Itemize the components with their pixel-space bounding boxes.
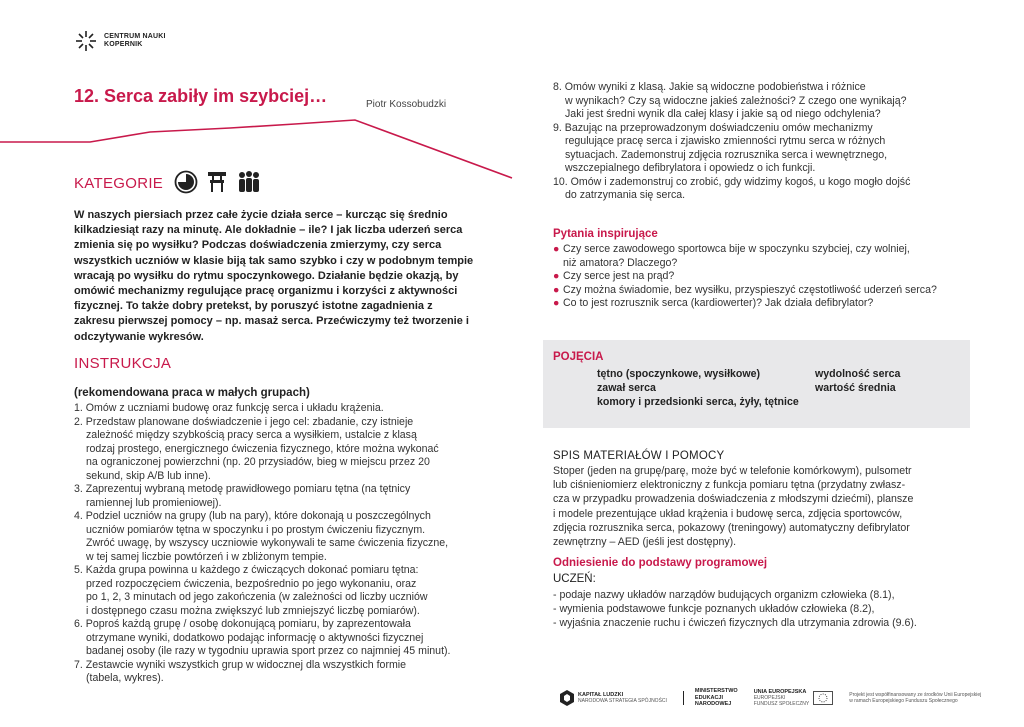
pytania-list bbox=[553, 243, 973, 311]
step-line: w wynikach? Czy są widoczne jakieś zależności? Z czego one wynikają? bbox=[565, 94, 907, 107]
step-line: otrzymane wyniki, dodatkowo podając informację o aktywności fizycznej bbox=[86, 631, 424, 644]
clock-pie-icon bbox=[174, 170, 198, 194]
cnk-logo-icon bbox=[74, 30, 98, 52]
instrukcja-subheading: (rekomendowana praca w małych grupach) bbox=[74, 387, 310, 399]
spis-line: Stoper (jeden na grupę/parę, może być w telefonie komórkowym), pulsometr bbox=[553, 465, 912, 477]
projekt-line: w ramach Europejskiego Funduszu Społecznego bbox=[849, 697, 958, 704]
list-item: - podaje nazwy układów narządów budujących organizm człowieka (8.1), bbox=[553, 589, 895, 601]
spis-line: lub ciśnieniomierz elektroniczny z funkcja pomiaru tętna (przydatny zwłasz- bbox=[553, 479, 906, 492]
min-line: EDUKACJI bbox=[694, 694, 724, 701]
logo bbox=[74, 30, 166, 52]
min-line: NARODOWEJ bbox=[694, 701, 732, 707]
bullet-icon: ● bbox=[553, 270, 560, 282]
step-line: badanej osoby (ile razy w tygodniu uprawia sport przez co najmniej 45 minut). bbox=[86, 645, 451, 657]
step-line: 2. Przedstaw planowane doświadczenie i jego cel: zbadanie, czy istnieje bbox=[74, 415, 414, 428]
ue-logo bbox=[754, 689, 834, 708]
group-people-icon bbox=[236, 170, 262, 194]
spis-line: cza w przypadku prowadzenia doświadczenia z młodszymi dziećmi), plansze bbox=[553, 493, 914, 506]
list-item: ● Czy serce jest na prąd? bbox=[553, 270, 675, 282]
logo-line1: CENTRUM NAUKI bbox=[104, 33, 166, 40]
kapital-ludzki-icon bbox=[560, 690, 574, 706]
pojecia-col2 bbox=[815, 367, 900, 395]
step-line: 10. Omów i zademonstruj co zrobić, gdy widzimy kogoś, u kogo mogło dojść bbox=[553, 175, 911, 188]
step-line: wszczepialnego defibrylatora i opowiedz o ich funkcji. bbox=[565, 162, 816, 174]
ministerstwo-logo bbox=[683, 688, 738, 708]
bullet-icon: ● bbox=[553, 283, 560, 296]
ue-line: UNIA EUROPEJSKA bbox=[753, 688, 807, 695]
step-line: 7. Zestawcie wyniki wszystkich grup w widocznej dla wszystkich formie bbox=[74, 658, 407, 671]
min-line: MINISTERSTWO bbox=[694, 688, 738, 694]
step-line: 1. Omów z uczniami budowę oraz funkcję serca i układu krążenia. bbox=[74, 402, 384, 414]
uczen-label: UCZEŃ: bbox=[553, 573, 596, 585]
list-item: - wyjaśnia znaczenie ruchu i ćwiczeń fizycznych dla utrzymania zdrowia (9.6). bbox=[553, 617, 917, 630]
term: wydolność serca bbox=[815, 368, 901, 380]
pojecia-col1 bbox=[597, 367, 799, 409]
projekt-note bbox=[849, 692, 981, 704]
term: komory i przedsionki serca, żyły, tętnice bbox=[597, 396, 799, 408]
intro-text: W naszych piersiach przez całe życie działa serce – kurcząc się średnio kilkadziesiąt razy na minutę. Ale dokładnie – ile? I jak liczba uderzeń serca zmienia się po wysiłku? Podczas doświadczenia zmierzymy, czy serca wszystkich uczniów w klasie biją tak samo szybko i czy w podobnym tempie wracają po wysiłku do rytmu spoczynkowego. Działanie będzie okazją, by omówić mechanizmy regulujące pracę organizmu i korzyści z aktywności fizycznej. To także dobry pretekst, by poruszyć istotne zagadnienia z zakresu pierwszej pomocy – np. masaż serca. Przećwiczymy też tworzenie i odczytywanie wykresów. bbox=[74, 209, 474, 343]
instrukcja-steps-continued bbox=[553, 81, 973, 203]
bullet-icon: ● bbox=[553, 243, 560, 255]
list-item: ● Co to jest rozrusznik serca (kardiowerter)? Jak działa defibrylator? bbox=[553, 297, 874, 309]
step-line: przed rozpoczęciem ćwiczenia, bezpośrednio po jego wykonaniu, oraz bbox=[86, 577, 417, 590]
ue-line: EUROPEJSKI bbox=[753, 695, 786, 701]
kapital-sub: NARODOWA STRATEGIA SPÓJNOŚCI bbox=[578, 698, 667, 704]
category-icons bbox=[174, 170, 262, 194]
footer-logos bbox=[560, 688, 981, 708]
list-item: - wymienia podstawowe funkcje poznanych układów człowieka (8.2), bbox=[553, 603, 875, 616]
step-line: regulujące pracę serca i zjawisko zmienności rytmu serca w różnych bbox=[565, 135, 886, 147]
list-item: ● Czy serce zawodowego sportowca bije w spoczynku szybciej, czy wolniej, bbox=[553, 243, 910, 255]
step-line: 9. Bazując na przeprowadzonym doświadczeniu omów mechanizmy bbox=[553, 121, 873, 134]
desk-chair-icon bbox=[206, 170, 228, 194]
step-line: Zwróć uwagę, by wszyscy uczniowie wykonywali te same ćwiczenia fizyczne, bbox=[86, 537, 449, 549]
step-line: zależność między szybkością pracy serca a wysiłkiem, ustalcie z klasą bbox=[86, 429, 417, 441]
step-line: sytuacjach. Zademonstruj zdjęcia rozrusznika serca i wewnętrznego, bbox=[565, 148, 888, 161]
term: tętno (spoczynkowe, wysiłkowe) bbox=[597, 368, 761, 380]
page-title: 12. Serca zabiły im szybciej… bbox=[74, 86, 328, 106]
odniesienie-list bbox=[553, 588, 973, 631]
logo-line2: KOPERNIK bbox=[104, 41, 143, 48]
step-line: do zatrzymania się serca. bbox=[565, 189, 686, 201]
step-line: 5. Każda grupa powinna u każdego z ćwiczących dokonać pomiaru tętna: bbox=[74, 564, 419, 576]
step-line: po 1, 2, 3 minutach od jego zakończenia (w zależności od liczby uczniów bbox=[86, 591, 428, 603]
ue-line: FUNDUSZ SPOŁECZNY bbox=[753, 701, 810, 707]
step-line: 4. Podziel uczniów na grupy (lub na pary), które dokonają u poszczególnych bbox=[74, 510, 431, 522]
instrukcja-steps bbox=[74, 402, 474, 686]
step-line: rodzaj prostego, energicznego ćwiczenia fizycznego, które można wykonać bbox=[86, 442, 439, 455]
list-item: ● Czy można świadomie, bez wysiłku, przyspieszyć częstotliwość uderzeń serca? bbox=[553, 283, 937, 296]
eu-flag-icon bbox=[813, 691, 833, 705]
pytania-heading: Pytania inspirujące bbox=[553, 228, 658, 240]
spis-line: zewnętrzny – AED (jeśli jest dostępny). bbox=[553, 536, 737, 549]
step-line: uczniów pomiarów tętna w spoczynku i po prostym ćwiczeniu fizycznym. bbox=[86, 523, 426, 536]
spis-line: zdjęcia rozrusznika serca, pokazowy (treningowy) automatyczny defibrylator bbox=[553, 521, 910, 534]
spis-line: i modele prezentujące układ krążenia i budowę serca, zdjęcia sportowców, bbox=[553, 507, 903, 520]
step-line: 6. Poproś każdą grupę / osobę dokonującą pomiaru, by zaprezentowała bbox=[74, 618, 411, 630]
kategorie-heading: KATEGORIE bbox=[74, 175, 164, 192]
step-line: na ograniczonej powierzchni (np. 20 przysiadów, bieg w miejscu przez 20 bbox=[86, 456, 430, 468]
step-line: ramiennej lub promieniowej). bbox=[86, 496, 222, 509]
eagle-icon bbox=[683, 691, 691, 705]
step-line: 3. Zaprezentuj wybraną metodę prawidłowego pomiaru tętna (na tętnicy bbox=[74, 483, 411, 495]
kapital-title: KAPITAŁ LUDZKI bbox=[578, 691, 624, 698]
term: wartość średnia bbox=[815, 382, 896, 394]
bullet-icon: ● bbox=[553, 297, 560, 309]
spis-text bbox=[553, 464, 973, 549]
instrukcja-heading: INSTRUKCJA bbox=[74, 355, 172, 372]
kapital-ludzki-logo bbox=[560, 690, 667, 706]
step-line: sekund, skip A/B lub inne). bbox=[86, 469, 211, 482]
step-line: Jaki jest średni wynik dla całej klasy i jakie są od niego odchylenia? bbox=[565, 108, 881, 120]
list-item-continued: niż amatora? Dlaczego? bbox=[563, 256, 678, 269]
pojecia-heading: POJĘCIA bbox=[553, 351, 604, 363]
spis-heading: SPIS MATERIAŁÓW I POMOCY bbox=[553, 450, 725, 462]
step-line: w tej samej liczbie powtórzeń i w zbliżonym tempie. bbox=[86, 550, 327, 563]
projekt-line: Projekt jest współfinansowany ze środków Unii Europejskiej bbox=[849, 691, 982, 698]
author: Piotr Kossobudzki bbox=[366, 99, 447, 110]
term: zawał serca bbox=[597, 382, 656, 394]
step-line: i dostępnego czasu można zwiększyć lub zmniejszyć liczbę pomiarów). bbox=[86, 604, 420, 617]
odniesienie-heading: Odniesienie do podstawy programowej bbox=[553, 557, 768, 569]
step-line: 8. Omów wyniki z klasą. Jakie są widoczne podobieństwa i różnice bbox=[553, 81, 866, 93]
pojecia-box-edge bbox=[930, 340, 970, 428]
step-line: (tabela, wykres). bbox=[86, 672, 164, 684]
